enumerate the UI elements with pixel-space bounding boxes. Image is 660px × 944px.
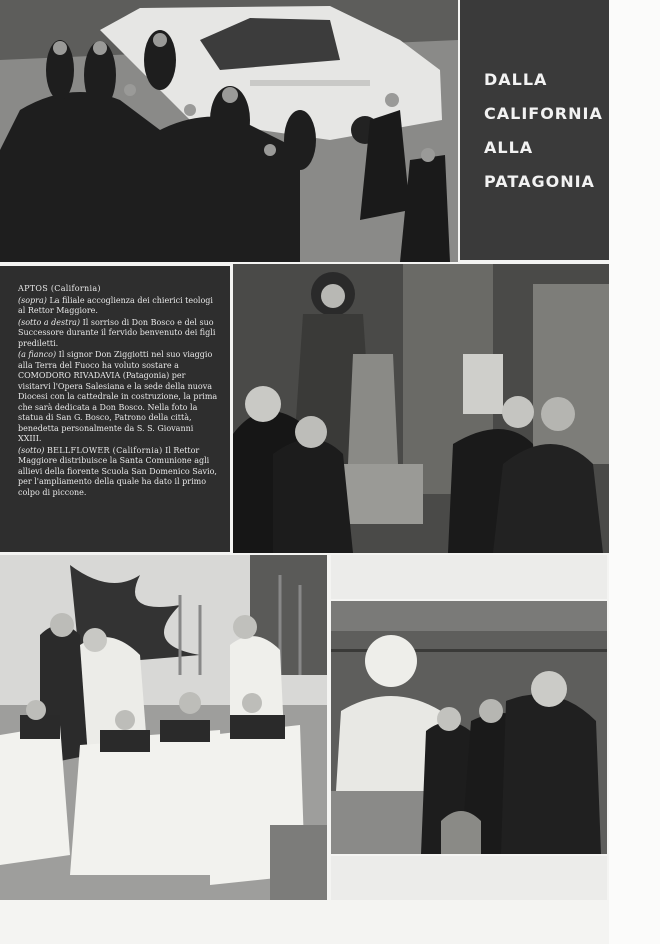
caption-p4-text: Il Rettor Maggiore distribuisce la Santa Comunione agli allievi della fiorente Scuola San Domenico Savio, per l'ampliamento della quale ha dato il primo colpo di piccone. bbox=[18, 445, 217, 497]
photo-don-bosco-bust bbox=[331, 601, 607, 854]
caption-p1-text: La filiale accoglienza dei chierici teologi al Rettor Maggiore. bbox=[18, 295, 213, 315]
photo-statue-don-bosco bbox=[233, 264, 609, 553]
caption-p4-tag: (sotto) bbox=[18, 445, 45, 455]
page-margin bbox=[609, 0, 660, 944]
title-line-2: CALIFORNIA bbox=[484, 104, 603, 123]
title-panel bbox=[460, 0, 609, 260]
caption-p4-place: BELLFLOWER (California) bbox=[46, 445, 163, 455]
caption-p2-text: Il sorriso di Don Bosco e del suo Successore durante il fervido benvenuto dei figli prediletti. bbox=[18, 317, 216, 348]
caption-p2-tag: (sotto a destra) bbox=[18, 317, 81, 327]
white-strip-bottom bbox=[331, 856, 607, 900]
white-strip-top bbox=[331, 555, 607, 599]
title-line-4: PATAGONIA bbox=[484, 172, 595, 191]
title-line-1: DALLA bbox=[484, 70, 548, 89]
caption-p3-text: Il signor Don Ziggiotti nel suo viaggio alla Terra del Fuoco ha voluto sostare a COMODORO RIVADAVIA (Patagonia) per visitarvi l'Opera Salesiana e la sede della nuova Diocesi con la cattedrale in costruzione, la prima che sarà dedicata a Don Bosco. Nella foto la statua di San G. Bosco, Patrono della città, benedetta personalmente da S. S. Giovanni XXIII. bbox=[18, 350, 218, 443]
caption-p2 bbox=[18, 318, 218, 350]
caption-p3-tag: (a fianco) bbox=[18, 350, 57, 359]
caption-p3 bbox=[18, 350, 218, 445]
title-line-3: ALLA bbox=[484, 138, 534, 157]
caption-header: APTOS (California) bbox=[18, 284, 101, 293]
photo-aptos-welcome bbox=[0, 0, 458, 262]
caption-p1 bbox=[18, 296, 218, 317]
caption-p1-tag: (sopra) bbox=[18, 295, 47, 305]
photo-bellflower-communion bbox=[0, 555, 327, 900]
caption-p4 bbox=[18, 446, 218, 499]
caption-panel bbox=[0, 266, 230, 552]
